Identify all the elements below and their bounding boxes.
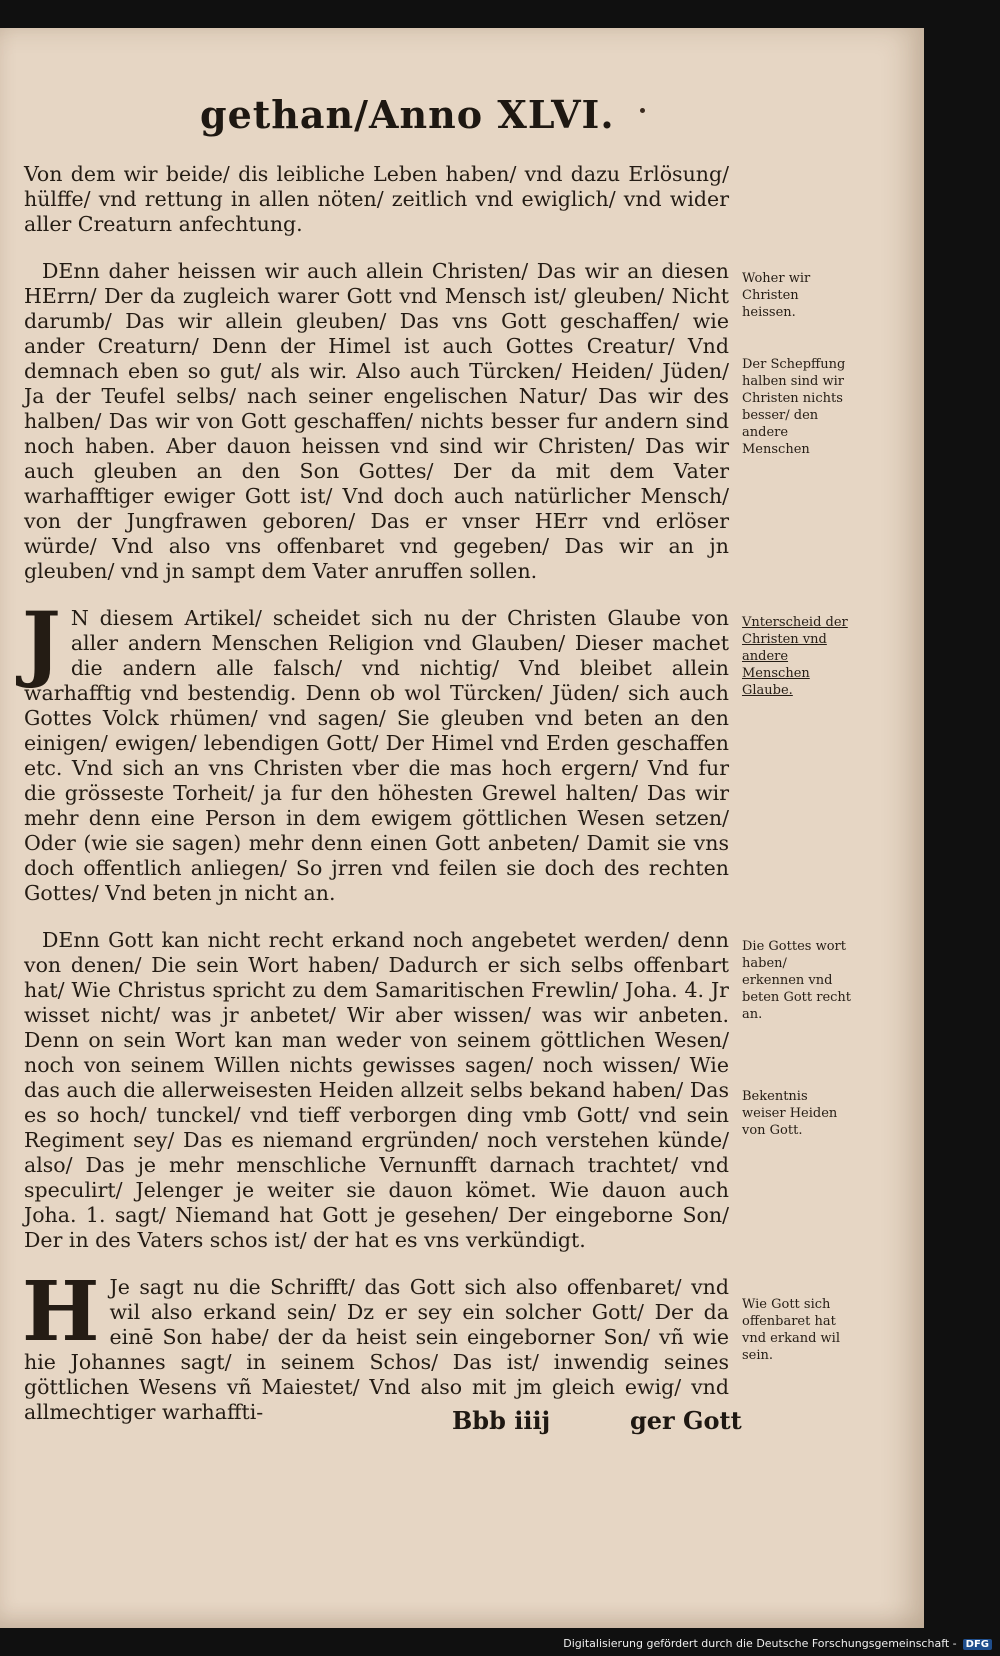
digitization-credit	[563, 1637, 992, 1650]
marginal-note-2: Der Schepffung halben sind wir Christen nichts besser/ den andere Menschen	[742, 357, 846, 457]
paragraph-1	[24, 162, 729, 237]
running-title: gethan/Anno XLVI.	[200, 92, 615, 137]
signature-mark: Bbb iiij	[452, 1406, 551, 1435]
marginal-note-3: Vnterscheid der Christen vnd andere Menschen Glaube.	[742, 615, 848, 698]
paragraph-3	[22, 595, 729, 906]
ink-dot	[640, 108, 645, 113]
marginal-note-4: Die Gottes wort haben/ erkennen vnd beten Gott recht an.	[742, 939, 852, 1022]
decorated-initial-j: J	[22, 595, 61, 691]
decorated-initial-h: H	[22, 1264, 100, 1360]
marginal-note-1: Woher wir Christen heissen.	[742, 271, 811, 320]
marginal-note-5: Bekentnis weiser Heiden von Gott.	[742, 1089, 838, 1138]
paragraph-5-text: Je sagt nu die Schrifft/ das Gott sich also offenbaret/ vnd wil also erkand sein/ Dz er sey ein solcher Gott/ Der da einē Son habe/ der da heist sein eingeborner Son/ vñ wie hie Johannes sagt/ in seinem Schos/ Das ist/ inwendig seines göttlichen Wesens vñ Maiestet/ Vnd also mit jm gleich ewig/ vnd allmechtiger warhaffti-	[24, 1275, 729, 1424]
paragraph-1-text: Von dem wir beide/ dis leibliche Leben haben/ vnd dazu Erlösung/ hülffe/ vnd rettung in allen nöten/ zeitlich vnd ewiglich/ vnd wider aller Creaturn anfechtung.	[24, 162, 729, 236]
marginal-note-6: Wie Gott sich offenbaret hat vnd erkand wil sein.	[742, 1297, 840, 1363]
main-text-block	[24, 162, 729, 1447]
paragraph-5	[22, 1264, 729, 1425]
paragraph-2-text: DEnn daher heissen wir auch allein Christen/ Das wir an diesen HErrn/ Der da zugleich warer Gott vnd Mensch ist/ gleuben/ Nicht darumb/ Das wir allein gleuben/ Das vns Gott geschaffen/ wie ander Creaturn/ Denn der Himel ist auch Gottes Creatur/ Vnd demnach eben so gut/ als wir. Also auch Türcken/ Heiden/ Jüden/ Ja der Teufel selbs/ nach seiner engelischen Natur/ Das wir des halben/ Das wir von Gott geschaffen/ nichts besser fur andern sind noch haben. Aber dauon heissen vnd sind wir Christen/ Das wir auch gleuben an den Son Gottes/ Der da mit dem Vater warhafftiger ewiger Gott ist/ Vnd doch auch natürlicher Mensch/ von der Jungfrawen geboren/ Das er vnser HErr vnd erlöser würde/ Vnd also vns offenbaret vnd gegeben/ Das wir an jn gleuben/ vnd jn sampt dem Vater anruffen sollen.	[24, 259, 729, 583]
dfg-logo: DFG	[963, 1639, 992, 1650]
paragraph-4-text: DEnn Gott kan nicht recht erkand noch angebetet werden/ denn von denen/ Die sein Wort haben/ Dadurch er sich selbs offenbart hat/ Wie Christus spricht zu dem Samaritischen Frewlin/ Joha. 4. Jr wisset nicht/ was jr anbetet/ Wir aber wissen/ was wir anbeten. Denn on sein Wort kan man weder von seinem göttlichen Wesen/ noch von seinem Willen nichts gewisses sagen/ noch wissen/ Wie das auch die allerweisesten Heiden allzeit selbs bekand haben/ Das es so hoch/ tunckel/ vnd tieff verborgen ding vmb Gott/ vnd sein Regiment sey/ Das es niemand ergründen/ noch verstehen künde/ also/ Das je mehr menschliche Vernunfft darnach trachtet/ vnd speculirt/ Jelenger je weiter sie dauon kömet. Wie dauon auch Joha. 1. sagt/ Niemand hat Gott je gesehen/ Der eingeborne Son/ Der in des Vaters schos ist/ der hat es vns verkündigt.	[24, 928, 729, 1252]
credit-text: Digitalisierung gefördert durch die Deutsche Forschungsgemeinschaft -	[563, 1637, 957, 1650]
catchword: ger Gott	[630, 1406, 742, 1435]
paragraph-3-text: N diesem Artikel/ scheidet sich nu der Christen Glaube von aller andern Menschen Religion vnd Glauben/ Dieser machet die andern alle falsch/ vnd nichtig/ Vnd bleibet allein warhafftig vnd bestendig. Denn ob wol Türcken/ Jüden/ sich auch Gottes Volck rhümen/ vnd sagen/ Sie gleuben vnd beten an den einigen/ ewigen/ lebendigen Gott/ Der Himel vnd Erden geschaffen etc. Vnd sich an vns Christen vber die mas hoch ergern/ Vnd fur die grösseste Torheit/ ja fur den höhesten Grewel halten/ Das wir mehr denn eine Person in dem ewigem göttlichen Wesen setzen/ Oder (wie sie sagen) mehr denn einen Gott anbeten/ Damit sie vns doch offentlich anliegen/ So jrren vnd feilen sie doch des rechten Gottes/ Vnd beten jn nicht an.	[24, 606, 729, 905]
paragraph-2	[24, 259, 729, 584]
paragraph-4	[24, 928, 729, 1253]
